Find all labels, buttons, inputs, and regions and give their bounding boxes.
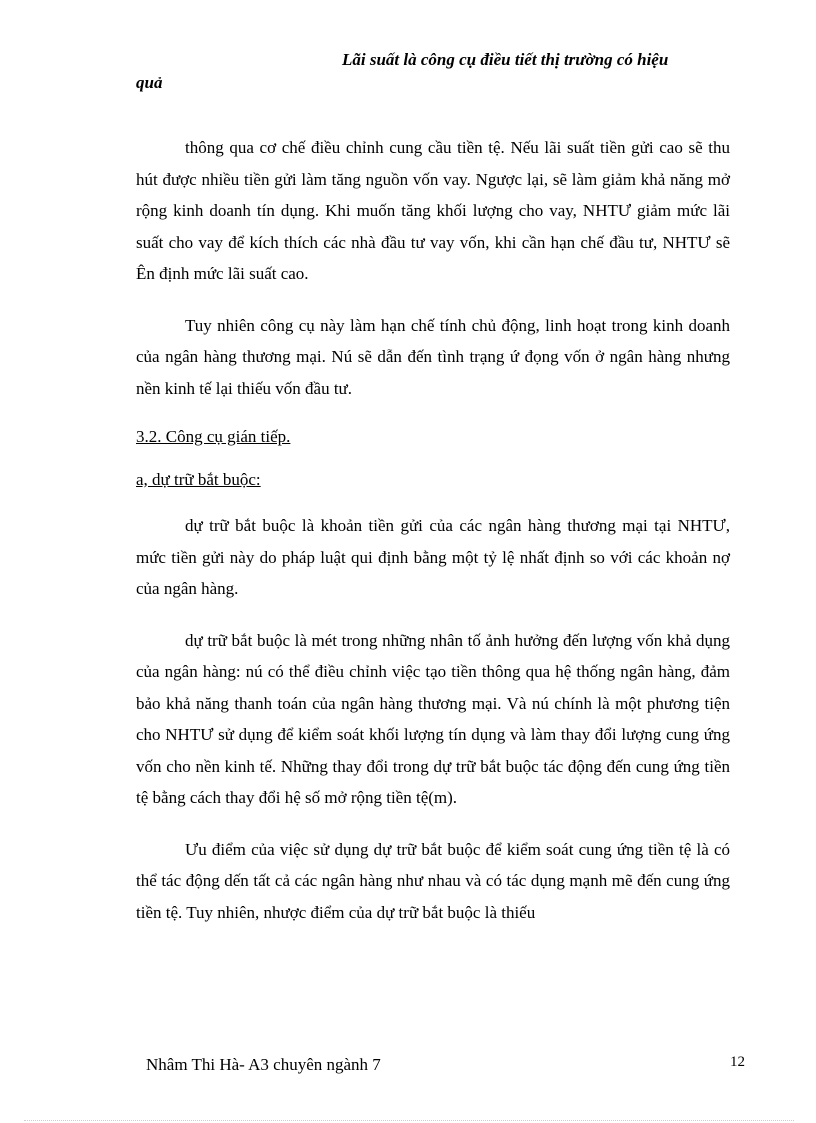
- paragraph: dự trữ bắt buộc là khoản tiền gửi của các ngân hàng thương mại tại NHTƯ, mức tiền gửi này do pháp luật qui định bằng một tỷ lệ nhất định so với các khoản nợ của ngân hàng.: [136, 516, 730, 598]
- paragraph: Ưu điểm của việc sử dụng dự trữ bắt buộc để kiểm soát cung ứng tiền tệ là có thể tác động dến tất cả các ngân hàng như nhau và có tác dụng mạnh mẽ đến cung ứng tiền tệ. Tuy nhiên, nhược điểm của dự trữ bắt buộc là thiếu: [136, 839, 730, 922]
- page-number: 12: [730, 1054, 745, 1070]
- header-title-line-2: quả: [136, 73, 163, 92]
- footer-divider: [24, 1120, 794, 1121]
- sub-heading: a, dự trữ bắt buộc:: [136, 470, 261, 489]
- footer-author: Nhâm Thi Hà- A3 chuyên ngành 7: [146, 1055, 381, 1074]
- section-heading: 3.2. Công cụ gián tiếp.: [136, 427, 291, 446]
- paragraph: thông qua cơ chế điều chỉnh cung cầu tiền tệ. Nếu lãi suất tiền gửi cao sẽ thu hút được nhiều tiền gửi làm tăng nguồn vốn vay. Ngược lại, sẽ làm giảm khả năng mở rộng kinh doanh tín dụng. Khi muốn tăng khối lượng cho vay, NHTƯ giảm mức lãi suất cho vay để kích thích các nhà đầu tư vay vốn, khi cần hạn chế đầu tư, NHTƯ sẽ Ên định mức lãi suất cao.: [136, 138, 730, 283]
- paragraph: dự trữ bắt buộc là mét trong những nhân tố ảnh hưởng đến lượng vốn khả dụng của ngân hàng: nú có thể điều chỉnh việc tạo tiền thông qua hệ thống ngân hàng, đảm bảo khả năng thanh toán của ngân hàng thương mại. Và nú chính là một phương tiện cho NHTƯ sử dụng để kiểm soát khối lượng tín dụng và làm thay đổi lượng cung ứng vốn cho nền kinh tế. Những thay đổi trong dự trữ bắt buộc tác động đến cung ứng tiền tệ bằng cách thay đổi hệ số mở rộng tiền tệ(m).: [136, 630, 730, 807]
- body-text: [136, 132, 730, 948]
- paragraph: Tuy nhiên công cụ này làm hạn chế tính chủ động, linh hoạt trong kinh doanh của ngân hàng thương mại. Nú sẽ dẫn đến tình trạng ứ đọng vốn ở ngân hàng nhưng nền kinh tế lại thiếu vốn đầu tư.: [136, 315, 730, 398]
- header-title-line-1: Lãi suất là công cụ điều tiết thị trường có hiệu: [342, 50, 669, 69]
